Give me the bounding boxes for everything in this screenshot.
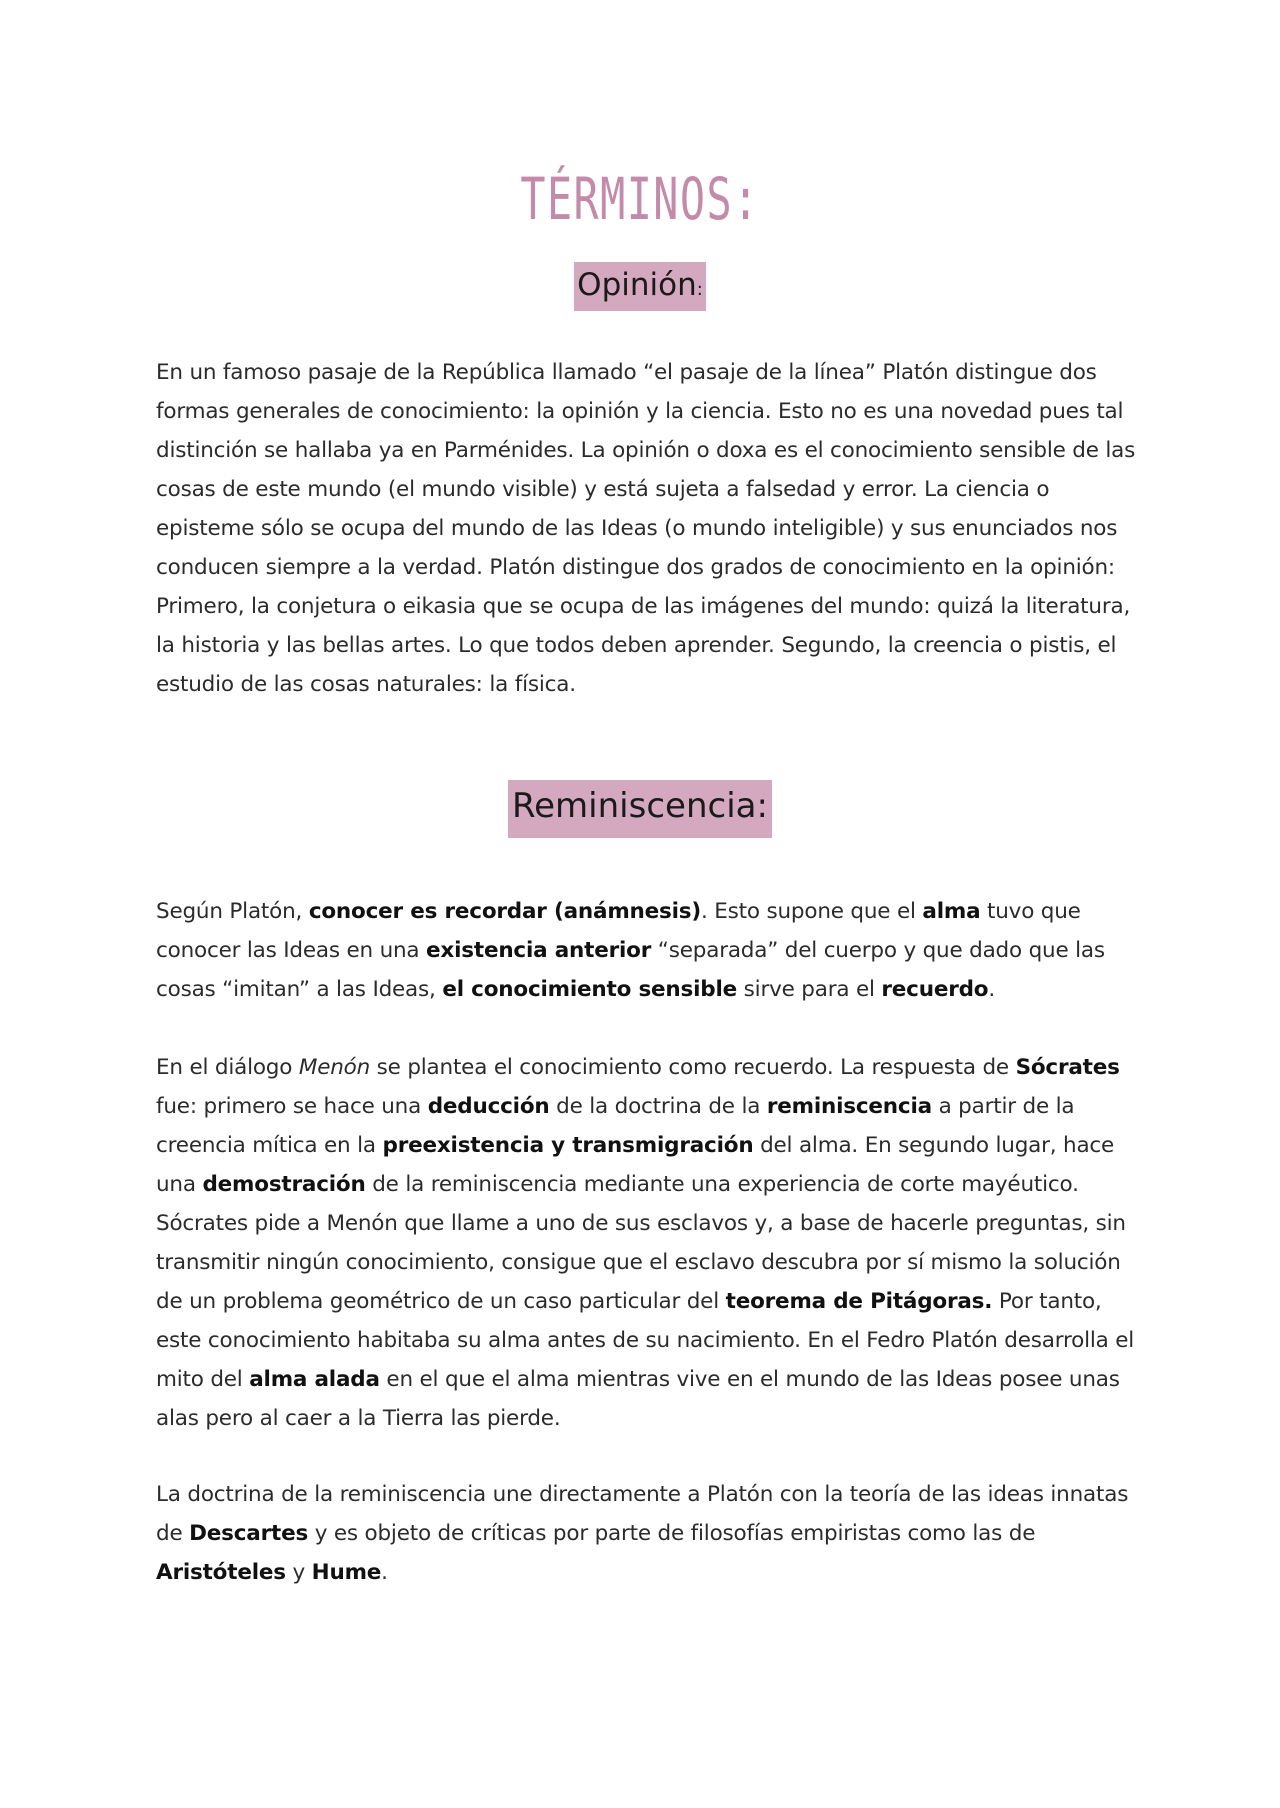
text-run: de la reminiscencia mediante una experiencia de corte mayéutico. [365,1172,1079,1197]
text-run: En el diálogo [156,1055,299,1080]
bold-term: Descartes [189,1521,309,1546]
text-run: Según Platón, [156,899,309,924]
text-run: . [988,977,996,1002]
bold-term: demostración [202,1172,366,1197]
bold-term: Aristóteles [156,1560,286,1585]
text-run: tuvo que conocer las Ideas en una [156,899,1081,963]
opinion-paragraph: En un famoso pasaje de la República llamado “el pasaje de la línea” Platón distingue dos formas generales de conocimiento: la opinión y la ciencia. Esto no es una novedad pues tal distinción se hallaba ya en Parménides. La opinión o doxa es el conocimiento sensible de las cosas de este mundo (el mundo visible) y está sujeta a falsedad y error. La ciencia o episteme sólo se ocupa del mundo de las Ideas (o mundo inteligible) y sus enunciados nos conducen siempre a la verdad. Platón distingue dos grados de conocimiento en la opinión: Primero, la conjetura o eikasia que se ocupa de las imágenes del mundo: quizá la literatura, la historia y las bellas artes. Lo que todos deben aprender. Segundo, la creencia o pistis, el estudio de las cosas naturales: la física. [156,360,1136,697]
text-run: . Esto supone que el [701,899,923,924]
text-run: del alma. En segundo lugar, hace una [156,1133,1115,1197]
reminiscencia-heading: Reminiscencia: [508,780,772,838]
bold-term: deducción [427,1094,550,1119]
text-run: fue: primero se hace una [156,1094,428,1119]
italic-term: Menón [298,1055,371,1080]
text-run: “separada” del cuerpo y que dado que las cosas “imitan” a las Ideas, [156,938,1105,1002]
bold-term: existencia anterior [426,938,652,963]
reminiscencia-heading-wrap [0,780,1280,838]
text-run: La doctrina de la reminiscencia une directamente a Platón con la teoría de las ideas innatas de [156,1482,1129,1546]
text-run: de la doctrina de la [549,1094,767,1119]
page-title: TÉRMINOS: [520,165,760,233]
bold-term: el conocimiento sensible [442,977,738,1002]
reminiscencia-paragraph-3 [156,1475,1146,1592]
opinion-heading-wrap [0,262,1280,311]
bold-term: alma alada [249,1367,380,1392]
bold-term: reminiscencia [766,1094,932,1119]
opinion-heading-colon: : [696,279,703,300]
reminiscencia-paragraph-1 [156,892,1146,1009]
opinion-heading [574,262,706,311]
opinion-heading-text: Opinión [577,267,697,303]
text-run: Por tanto, este conocimiento habitaba su alma antes de su nacimiento. En el Fedro Platón desarrolla el mito del [156,1289,1135,1392]
bold-term: preexistencia y transmigración [382,1133,754,1158]
text-run: y es objeto de críticas por parte de filosofías empiristas como las de [308,1521,1036,1546]
text-run: en el que el alma mientras vive en el mundo de las Ideas posee unas alas pero al caer a la Tierra las pierde. [156,1367,1120,1431]
bold-term: teorema de Pitágoras. [725,1289,993,1314]
text-run: . [381,1560,388,1585]
text-run: sirve para el [737,977,882,1002]
bold-term: alma [922,899,981,924]
reminiscencia-paragraph-2 [156,1048,1146,1438]
bold-term: Hume [311,1560,382,1585]
bold-term: Sócrates [1015,1055,1120,1080]
bold-term: recuerdo [881,977,989,1002]
text-run: se plantea el conocimiento como recuerdo. La respuesta de [370,1055,1016,1080]
text-run: Sócrates pide a Menón que llame a uno de sus esclavos y, a base de hacerle preguntas, sin transmitir ningún conocimiento, consigue que el esclavo descubra por sí mismo la solución de un problema geométrico de un caso particular del [156,1211,1126,1314]
text-run: y [285,1560,312,1585]
text-run: a partir de la creencia mítica en la [156,1094,1075,1158]
bold-term: conocer es recordar (anámnesis) [308,899,702,924]
